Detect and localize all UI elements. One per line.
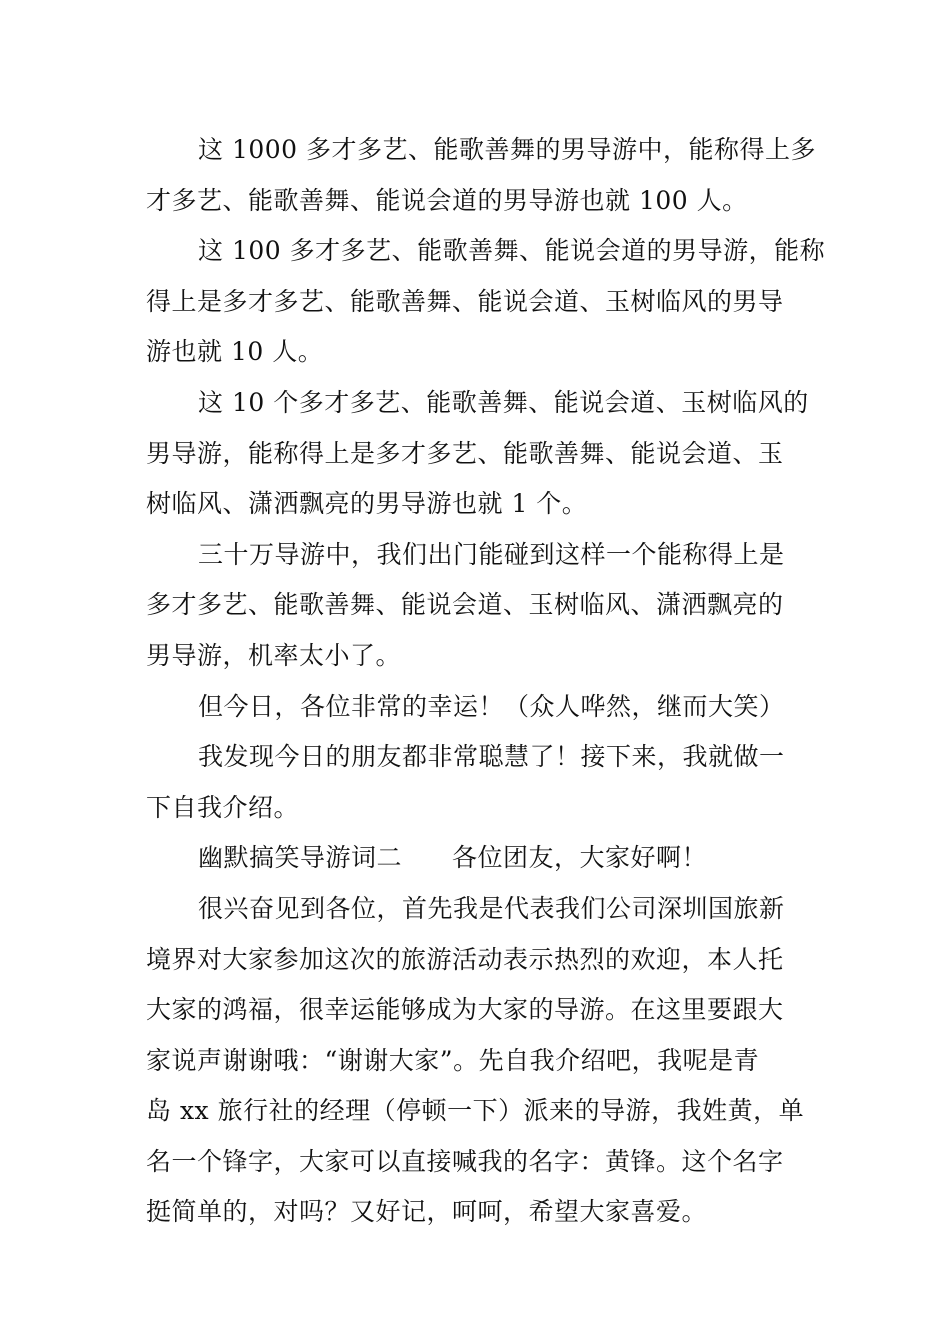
text-line: 多才多艺、能歌善舞、能说会道、玉树临风、潇洒飘亮的 <box>146 590 784 620</box>
text-line: 游也就 10 人。 <box>146 337 324 367</box>
paragraph-6 <box>146 732 808 833</box>
text-line: 树临风、潇洒飘亮的男导游也就 1 个。 <box>146 489 588 519</box>
text-line: 很兴奋见到各位，首先我是代表我们公司深圳国旅新 <box>198 893 785 923</box>
text-line: 得上是多才多艺、能歌善舞、能说会道、玉树临风的男导 <box>146 286 784 316</box>
text-line: 下自我介绍。 <box>146 792 300 822</box>
text-line: 三十万导游中，我们出门能碰到这样一个能称得上是 <box>198 539 785 569</box>
paragraph-1 <box>146 125 817 226</box>
text-line: 我发现今日的朋友都非常聪慧了！接下来，我就做一 <box>198 742 785 772</box>
section-heading: 幽默搞笑导游词二 <box>198 843 403 873</box>
text-line: 这 10 个多才多艺、能歌善舞、能说会道、玉树临风的 <box>198 387 809 417</box>
paragraph-5 <box>146 682 808 733</box>
text-line: 男导游，机率太小了。 <box>146 640 402 670</box>
paragraph-8 <box>146 884 808 1238</box>
paragraph-4 <box>146 530 808 682</box>
document-body <box>146 125 826 1238</box>
section-heading-paragraph <box>146 833 808 884</box>
text-line: 才多艺、能歌善舞、能说会道的男导游也就 100 人。 <box>146 185 748 215</box>
text-line: 挺简单的，对吗？又好记，呵呵，希望大家喜爱。 <box>146 1197 708 1227</box>
text-line: 家说声谢谢哦：“谢谢大家”。先自我介绍吧，我呢是青 <box>146 1045 760 1075</box>
text-line: 境界对大家参加这次的旅游活动表示热烈的欢迎，本人托 <box>146 944 784 974</box>
text-line: 男导游，能称得上是多才多艺、能歌善舞、能说会道、玉 <box>146 438 784 468</box>
paragraph-2 <box>146 226 826 378</box>
text-line: 大家的鸿福，很幸运能够成为大家的导游。在这里要跟大 <box>146 995 784 1025</box>
paragraph-3 <box>146 378 808 530</box>
text-line: 这 1000 多才多艺、能歌善舞的男导游中，能称得上多 <box>198 135 817 164</box>
heading-line <box>146 833 808 884</box>
text-line: 但今日，各位非常的幸运！（众人哗然，继而大笑） <box>198 691 785 721</box>
text-line: 岛 xx 旅行社的经理（停顿一下）派来的导游，我姓黄，单 <box>146 1096 805 1126</box>
greeting: 各位团友，大家好啊！ <box>452 843 708 873</box>
text-line: 这 100 多才多艺、能歌善舞、能说会道的男导游，能称 <box>198 236 826 266</box>
text-line: 名一个锋字，大家可以直接喊我的名字：黄锋。这个名字 <box>146 1146 784 1176</box>
